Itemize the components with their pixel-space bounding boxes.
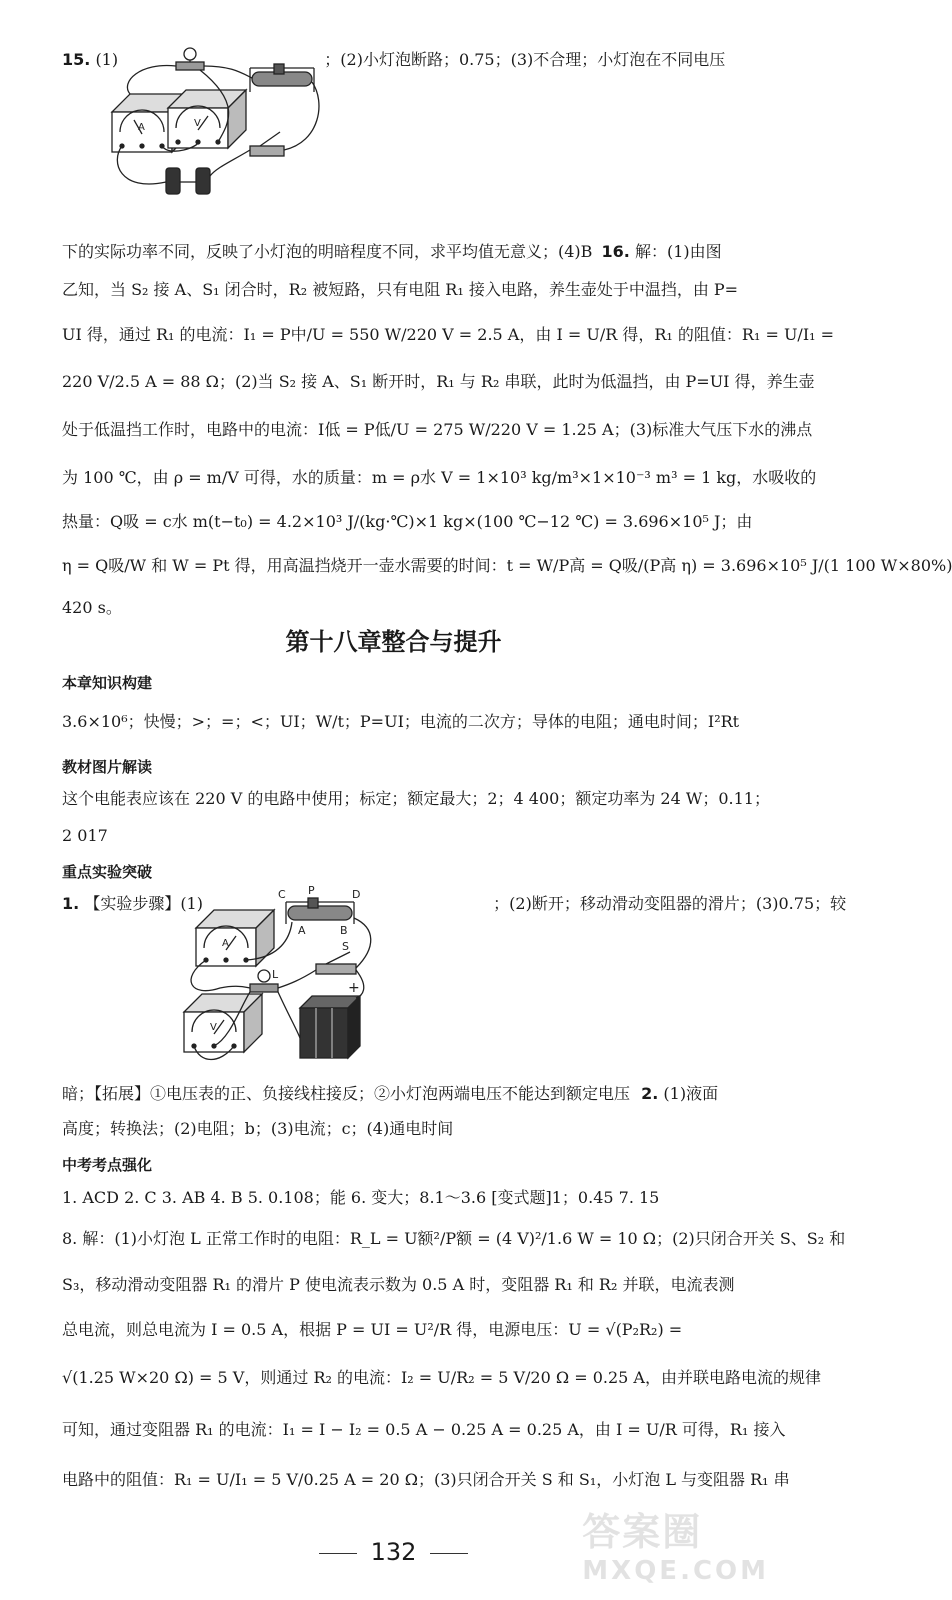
label-plus: +: [348, 980, 360, 996]
section-title: 重点实验突破: [62, 863, 153, 881]
divider: [430, 1553, 468, 1554]
text-line: 220 V/2.5 A = 88 Ω；(2)当 S₂ 接 A、S₁ 断开时，R₁ 与 R₂ 串联，此时为低温挡，由 P=UI 得，养生壶: [62, 372, 815, 391]
problem-part: (1): [95, 50, 119, 69]
page-number: 132: [0, 1538, 787, 1566]
label-l: L: [272, 968, 279, 981]
voltmeter-label: V: [194, 118, 201, 129]
watermark-logo: 答案圈: [582, 1510, 703, 1554]
section-title: 中考考点强化: [62, 1156, 153, 1174]
text-line: 2 017: [62, 826, 108, 845]
text-line: 高度；转换法；(2)电阻；b；(3)电流；c；(4)通电时间: [62, 1119, 454, 1138]
text-line: 处于低温挡工作时，电路中的电流：I低 = P低/U = 275 W/220 V = 1.25 A；(3)标准大气压下水的沸点: [62, 420, 813, 439]
experiment-1-line: 1. 【实验步骤】(1) ；(2)断开；移动滑动变阻器的滑片；(3)0.75；较: [62, 894, 847, 913]
text-line: 为 100 ℃，由 ρ = m/V 可得，水的质量：m = ρ水 V = 1×10³ kg/m³×1×10⁻³ m³ = 1 kg，水吸收的: [62, 468, 817, 487]
problem-number: 2.: [641, 1084, 659, 1103]
problem-number: 15.: [62, 50, 91, 69]
text-line: UI 得，通过 R₁ 的电流：I₁ = P中/U = 550 W/220 V = 2.5 A，由 I = U/R 得，R₁ 的阻值：R₁ = U/I₁ =: [62, 325, 835, 344]
watermark-url: MXQE.COM: [582, 1556, 769, 1586]
voltmeter-label: V: [210, 1022, 217, 1033]
problem-text: ；(2)小灯泡断路；0.75；(3)不合理；小灯泡在不同电压: [324, 50, 726, 69]
text-line: √(1.25 W×20 Ω) = 5 V，则通过 R₂ 的电流：I₂ = U/R₂ = 5 V/20 Ω = 0.25 A，由并联电路电流的规律: [62, 1368, 821, 1387]
label-d: D: [352, 888, 361, 901]
ammeter-label: A: [222, 938, 229, 949]
text-line: 可知，通过变阻器 R₁ 的电流：I₁ = I − I₂ = 0.5 A − 0.25 A = 0.25 A，由 I = U/R 可得，R₁ 接入: [62, 1420, 786, 1439]
circuit-diagram-2: [180, 884, 380, 1070]
chapter-title: 第十八章整合与提升: [285, 627, 502, 656]
problem-number: 1.: [62, 894, 80, 913]
label-c: C: [278, 888, 286, 901]
label-b: B: [340, 924, 348, 937]
text-line: 下的实际功率不同，反映了小灯泡的明暗程度不同，求平均值无意义；(4)B 16. 解：(1)由图: [62, 242, 722, 261]
text-line: 8. 解：(1)小灯泡 L 正常工作时的电阻：R_L = U额²/P额 = (4 V)²/1.6 W = 10 Ω；(2)只闭合开关 S、S₂ 和: [62, 1229, 846, 1248]
circuit-diagram-1: [100, 42, 330, 202]
problem-number: 16.: [601, 242, 630, 261]
divider: [319, 1553, 357, 1554]
text-line: 热量：Q吸 = c水 m(t−t₀) = 4.2×10³ J/(kg·℃)×1 kg×(100 ℃−12 ℃) = 3.696×10⁵ J；由: [62, 512, 753, 531]
text-line: η = Q吸/W 和 W = Pt 得，用高温挡烧开一壶水需要的时间：t = W/P高 = Q吸/(P高 η) = 3.696×10⁵ J/(1 100 W×80%): [62, 556, 952, 575]
label-a: A: [298, 924, 306, 937]
label-p: P: [308, 884, 315, 897]
text-line: 乙知，当 S₂ 接 A、S₁ 闭合时，R₂ 被短路，只有电阻 R₁ 接入电路，养生壶处于中温挡，由 P=: [62, 280, 739, 299]
watermark: [582, 1501, 769, 1586]
section-title: 教材图片解读: [62, 758, 153, 776]
text-line: 420 s。: [62, 598, 122, 617]
answers-line: 1. ACD 2. C 3. AB 4. B 5. 0.108；能 6. 变大；8.1～3.6 [变式题]1；0.45 7. 15: [62, 1188, 660, 1207]
section-title: 本章知识构建: [62, 674, 153, 692]
ammeter-label: A: [138, 122, 145, 133]
text-line: 总电流，则总电流为 I = 0.5 A，根据 P = UI = U²/R 得，电源电压：U = √(P₂R₂) =: [62, 1320, 683, 1339]
text-line: 这个电能表应该在 220 V 的电路中使用；标定；额定最大；2；4 400；额定功率为 24 W；0.11；: [62, 789, 770, 808]
text-line: 电路中的阻值：R₁ = U/I₁ = 5 V/0.25 A = 20 Ω；(3)只闭合开关 S 和 S₁，小灯泡 L 与变阻器 R₁ 串: [62, 1470, 790, 1489]
label-s: S: [342, 940, 349, 953]
text-line: 暗；【拓展】①电压表的正、负接线柱接反；②小灯泡两端电压不能达到额定电压 2. (1)液面: [62, 1084, 719, 1103]
text-line: 3.6×10⁶；快慢；>；=；<；UI；W/t；P=UI；电流的二次方；导体的电阻；通电时间；I²Rt: [62, 712, 740, 731]
text-line: S₃，移动滑动变阻器 R₁ 的滑片 P 使电流表示数为 0.5 A 时，变阻器 R₁ 和 R₂ 并联，电流表测: [62, 1275, 735, 1294]
